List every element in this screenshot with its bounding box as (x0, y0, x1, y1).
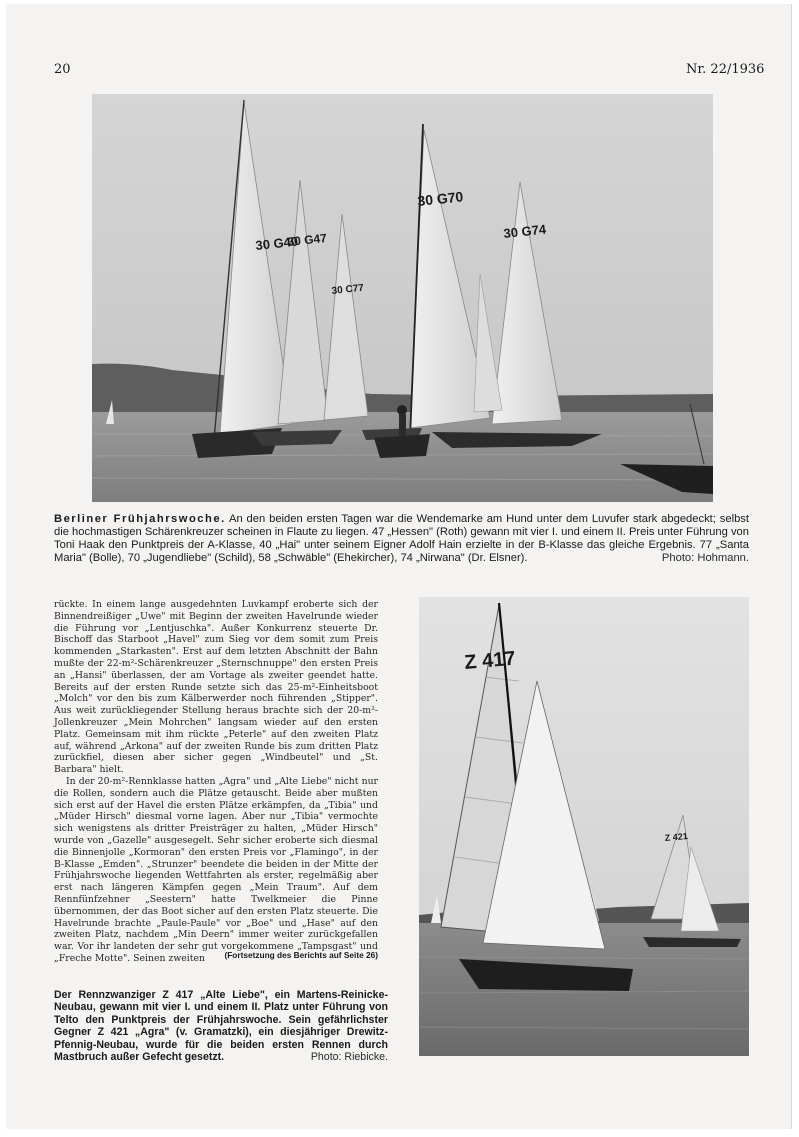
caption-lead: Berliner Frühjahrswoche. (54, 513, 226, 525)
article-column (54, 599, 378, 965)
caption-text: Der Rennzwanziger Z 417 „Alte Liebe", ein Martens-Reinicke-Neubau, gewann mit vier I. und einem II. Platz unter Führung von Telto den Punktpreis der Frühjahrswoche. Sein gefährlichster Gegner Z 421 „Agra" (v. Gramatzki), ein diesjähriger Drewitz-Pfennig-Neubau, wurde für die beiden ersten Rennen durch Mastbruch außer Gefecht gesetzt. (54, 989, 388, 1064)
race-boat-photo (419, 597, 749, 1056)
sail-number-z417: Z 417 (463, 647, 517, 674)
magazine-page (6, 4, 791, 1129)
regatta-photo (92, 94, 713, 502)
caption-text: An den beiden ersten Tagen war die Wendemarke am Hund unter dem Luvufer stark abgedeckt; selbst die hochmastigen Schärenkreuzer scheinen in Flaute zu liegen. 47 „Hessen" (Roth) gewann mit vier I. und einem II. Preis unter Führung von Toni Haak den Punktpreis der A-Klasse, 40 „Hai" unter seinem Eigner Adolf Hain erzielte in der B-Klasse das gleiche Ergebnis. 77 „Santa Maria" (Bolle), 70 „Jugendliebe" (Schild), 58 „Schwäble" (Ehekircher), 74 „Nirwana" (Dr. Elsner). (54, 513, 750, 564)
photo-credit: Photo: Hohmann. (661, 552, 749, 564)
bottom-photo-caption (54, 989, 388, 1063)
sail-number-g70: 30 G70 (416, 188, 464, 209)
top-photo-caption (54, 513, 749, 565)
sail-number-c77: 30 C77 (331, 282, 365, 297)
page-number: 20 (54, 62, 71, 77)
sail-number-g47: 30 G47 (286, 230, 328, 249)
sail-number-g40: 30 G40 (254, 233, 299, 253)
sail-number-g74: 30 G74 (502, 221, 547, 241)
sail-number-z421: Z 421 (664, 831, 689, 843)
continuation-note: (Fortsetzung des Berichts auf Seite 26) (224, 950, 378, 960)
issue-number: Nr. 22/1936 (686, 62, 765, 77)
article-paragraph: In der 20-m²-Rennklasse hatten „Agra" und „Alte Liebe" nicht nur die Rollen, sondern auch die Plätze getauscht. Beide aber mußten sich erst auf der Havel die ersten Plätze erkämpfen, da „Tibia" und „Müder Hirsch" diesmal vorne lagen. Aber nur „Tibia" vermochte sich wenigstens als dritter Preisträger zu halten, „Müder Hirsch" wurde von „Gazelle" ausgesegelt. Sehr sicher eroberte sich diesmal die Binnenjolle „Kormoran" den ersten Preis vor „Flamingo", in der B-Klasse „Emden". „Strunzer" beendete die beiden in der Mitte der Frühjahrswoche liegenden Wettfahrten als erster, regelmäßig aber erst nach längeren Kämpfen gegen „Mein Traum". Auf dem Rennfünfzehner „Seestern" hatte Twelkmeier die Pinne übernommen, der das Boot sicher auf den ersten Platz steuerte. Die Havelrunde brachte „Paule-Paule" vor „Boe" und „Hase" auf den zweiten Platz, nachdem „Min Deern" immer weiter zurückgefallen war. Vor ihr landeten der sehr gut vorgekommene „Tampsgast" und „Freche Motte". Seinen zweiten (54, 775, 378, 964)
article-paragraph: rückte. In einem lange ausgedehnten Luvkampf eroberte sich der Binnendreißiger „Uwe" mit Beginn der zweiten Havelrunde wieder die Führung vor „Lentjuschka". Außer Konkurrenz steuerte Dr. Bischoff das Starboot „Havel" zum Sieg vor dem somit zum Preis kommenden „Starkasten". Erst auf dem letzten Abschnitt der Bahn mußte der 22-m²-Schärenkreuzer „Sternschnuppe" den ersten Preis an „Hansi" überlassen, der am Vortage als zweiter geendet hatte. Bereits auf der ersten Runde setzte sich das 25-m²-Einheitsboot „Molch" vor den bis zum Kälberwerder noch führenden „Stipper". Aus weit zurückliegender Stellung heraus brachte sich der 20-m²-Jollenkreuzer „Mein Mohrchen" langsam wieder auf den ersten Platz. Gemeinsam mit ihm rückte „Peterle" auf den zweiten Platz auf, während „Arkona" auf der zweiten Runde bis zum dritten Platz zurückfiel, diesen aber sicher gegen „Windbeutel" und „St. Barbara" hielt. (54, 599, 378, 776)
photo-credit: Photo: Riebicke. (310, 1051, 388, 1064)
